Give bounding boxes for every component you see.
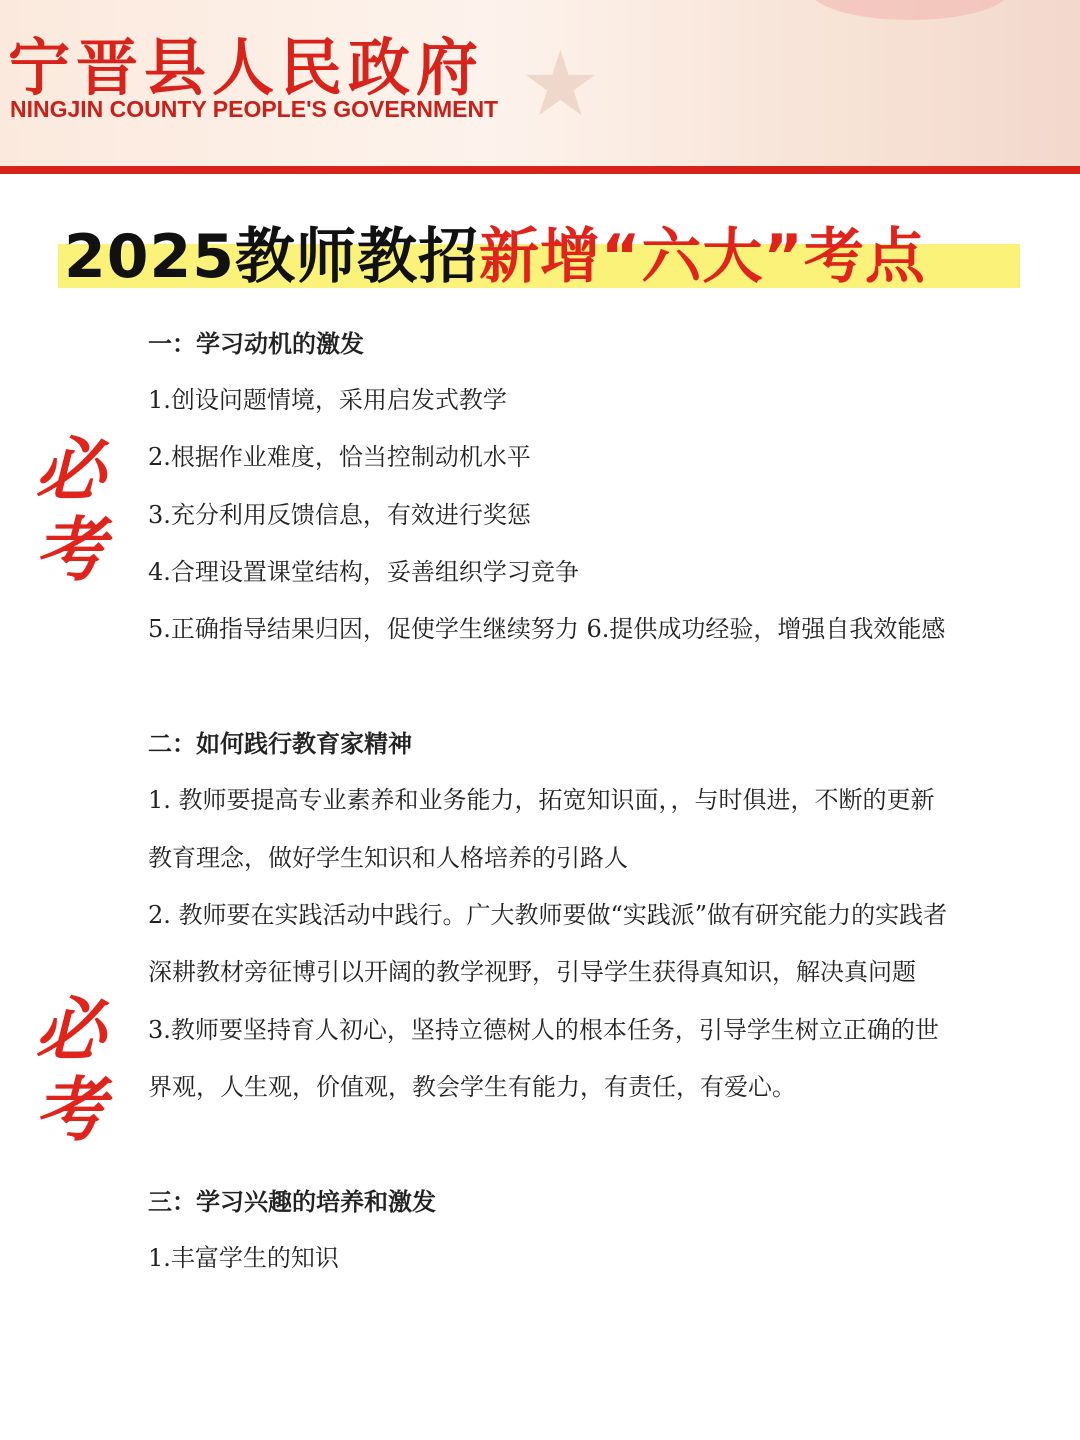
list-item: 1. 教师要提高专业素养和业务能力，拓宽知识面，，与时俱进，不断的更新教育理念，做好学生知识和人格培养的引路人 bbox=[148, 786, 935, 872]
list-item: 2.根据作业难度，恰当控制动机水平 bbox=[148, 443, 531, 472]
section-title: 二：如何践行教育家精神 bbox=[148, 729, 412, 759]
government-name-english: NINGJIN COUNTY PEOPLE'S GOVERNMENT bbox=[10, 96, 499, 122]
list-item: 4.合理设置课堂结构，妥善组织学习竞争 bbox=[148, 557, 579, 586]
list-item: 2. 教师要在实践活动中践行。广大教师要做“实践派”做有研究能力的实践者深耕教材旁征博引以开阔的教学视野，引导学生获得真知识，解决真问题 bbox=[148, 901, 948, 987]
banner-glow bbox=[810, 0, 1010, 20]
section-title: 三：学习兴趣的培养和激发 bbox=[148, 1187, 436, 1217]
list-item: 5.正确指导结果归因，促使学生继续努力 6.提供成功经验，增强自我效能感 bbox=[148, 615, 946, 644]
page-title bbox=[58, 222, 1020, 292]
section-1 bbox=[148, 316, 948, 658]
header-banner bbox=[0, 0, 1080, 168]
must-test-stamp-1: 必 考 bbox=[35, 428, 105, 591]
list-item: 1.丰富学生的知识 bbox=[148, 1244, 339, 1273]
emblem-star-icon: ★ bbox=[520, 32, 601, 137]
title-highlight-part: 新增“六大”考点 bbox=[479, 222, 926, 292]
section-2 bbox=[148, 716, 948, 1116]
header-divider bbox=[0, 166, 1080, 174]
title-year-part: 2025教师教招 bbox=[64, 222, 479, 292]
section-title: 一：学习动机的激发 bbox=[148, 329, 364, 358]
list-item: 1.创设问题情境，采用启发式教学 bbox=[148, 386, 507, 414]
list-item: 3.教师要坚持育人初心，坚持立德树人的根本任务，引导学生树立正确的世界观，人生观，价值观，教会学生有能力，有责任，有爱心。 bbox=[148, 1015, 939, 1101]
must-test-stamp-2: 必 考 bbox=[35, 988, 105, 1151]
document-body bbox=[148, 316, 948, 1288]
list-item: 3.充分利用反馈信息，有效进行奖惩 bbox=[148, 500, 531, 529]
section-3 bbox=[148, 1174, 948, 1287]
government-name: 宁晋县人民政府 bbox=[8, 31, 485, 104]
